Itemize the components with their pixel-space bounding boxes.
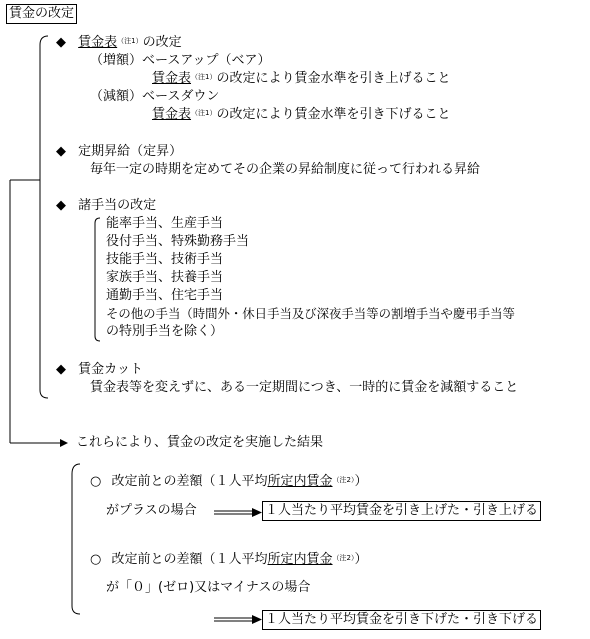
zero-case-label: が「０」(ゼロ)又はマイナスの場合	[106, 580, 311, 595]
bullet-icon: ◆	[56, 144, 66, 159]
allowance-item: 通勤手当、住宅手当	[106, 288, 224, 303]
minus-result-box: １人当たり平均賃金を引き下げた・引き下げる	[262, 610, 541, 630]
bullet-icon: ◆	[56, 362, 66, 377]
regular-raise-heading: ◆ 定期昇給（定昇）	[56, 144, 183, 159]
increase-desc-line: 賃金表$^{(注1)}$の改定により賃金水準を引き上げること	[152, 71, 451, 86]
note-mark: （注1）	[117, 37, 143, 45]
wage-cut-heading: ◆ 賃金カット	[56, 362, 144, 377]
plus-result-box: １人当たり平均賃金を引き上げた・引き上げる	[262, 501, 541, 521]
wage-table-heading	[56, 35, 182, 51]
allowance-item: 能率手当、生産手当	[106, 216, 224, 231]
main-bracket	[40, 36, 48, 398]
allowances-heading: ◆ 諸手当の改定	[56, 198, 157, 213]
circle-icon: ○	[90, 552, 102, 567]
circle-icon: ○	[90, 474, 102, 489]
result-arrowhead	[60, 439, 68, 447]
bullet-icon: ◆	[56, 35, 66, 50]
decrease-desc-line: 賃金表$^{(注1)}$の改定により賃金水準を引き下げること	[152, 107, 451, 122]
result-text: これらにより、賃金の改定を実施した結果	[76, 435, 324, 450]
wage-table-label: 賃金表	[78, 35, 118, 50]
minus-arrowhead	[252, 615, 262, 624]
allowance-bracket	[95, 218, 100, 341]
allowance-item: 家族手当、扶養手当	[106, 270, 224, 285]
bullet-icon: ◆	[56, 198, 66, 213]
allowance-item: 技能手当、技術手当	[106, 252, 224, 267]
minus-diff-heading: ○ 改定前との差額（１人平均所定内賃金$^{(注2)}$）	[90, 552, 368, 567]
regular-raise-desc: 毎年一定の時期を定めてその企業の昇給制度に従って行われる昇給	[90, 162, 481, 177]
allowance-item: 役付手当、特殊勤務手当	[106, 234, 250, 249]
plus-arrowhead	[252, 508, 262, 517]
wage-cut-desc: 賃金表等を変えずに、ある一定期間につき、一時的に賃金を減額すること	[90, 380, 519, 395]
allowance-item: その他の手当（時間外・休日手当及び深夜手当等の割増手当や慶弔手当等	[106, 306, 515, 321]
plus-diff-heading: ○ 改定前との差額（１人平均所定内賃金$^{(注2)}$）	[90, 474, 368, 489]
increase-label: （増額）ベースアップ（ベア）	[90, 53, 271, 68]
diagram-title: 賃金の改定	[6, 4, 77, 24]
plus-case-label: がプラスの場合	[106, 503, 197, 518]
allowance-item: の特別手当を除く）	[106, 324, 224, 339]
decrease-label: （減額）ベースダウン	[90, 89, 220, 104]
wage-table-suffix: の改定	[142, 35, 182, 50]
result-bracket	[72, 464, 80, 614]
